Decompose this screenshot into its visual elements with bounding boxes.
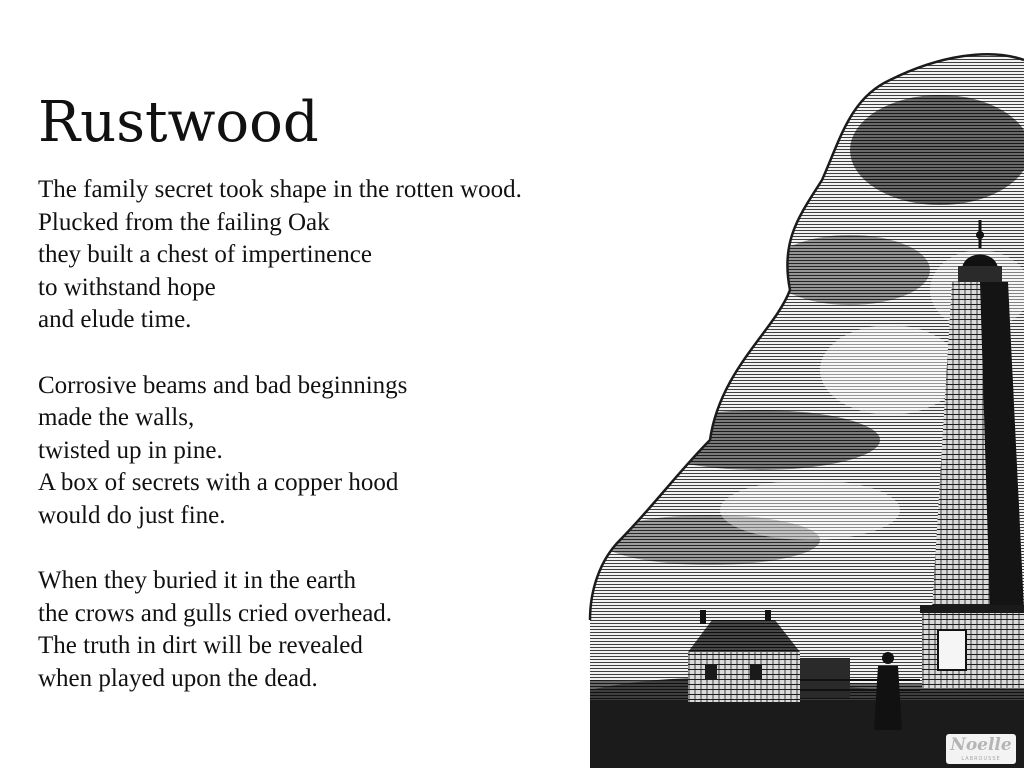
poem-line: the crows and gulls cried overhead. (38, 599, 393, 627)
signature-surname: LABROUSSE (961, 756, 1001, 762)
poem-line: and elude time. (38, 306, 192, 334)
poem-line: A box of secrets with a copper hood (38, 469, 399, 497)
poem-line: The family secret took shape in the rotten wood. (38, 176, 522, 203)
poem-line: they built a chest of impertinence (38, 241, 372, 269)
poem-line: The truth in dirt will be revealed (38, 632, 363, 660)
stanza-3 (38, 565, 658, 695)
poem-line: would do just fine. (38, 501, 226, 529)
stanza-1 (38, 174, 658, 337)
poem-line: When they buried it in the earth (38, 567, 356, 595)
poem-title: Rustwood (38, 90, 319, 155)
poem-line: when played upon the dead. (38, 664, 318, 692)
poem-line: Plucked from the failing Oak (38, 208, 330, 236)
signature-name: Noelle (950, 735, 1012, 755)
poem-line: made the walls, (38, 404, 195, 432)
poem-line: to withstand hope (38, 273, 216, 301)
poem-line: Corrosive beams and bad beginnings (38, 371, 408, 399)
author-signature (946, 734, 1016, 764)
stanza-2 (38, 370, 658, 533)
poem-body (38, 174, 658, 728)
poem-line: twisted up in pine. (38, 436, 223, 464)
